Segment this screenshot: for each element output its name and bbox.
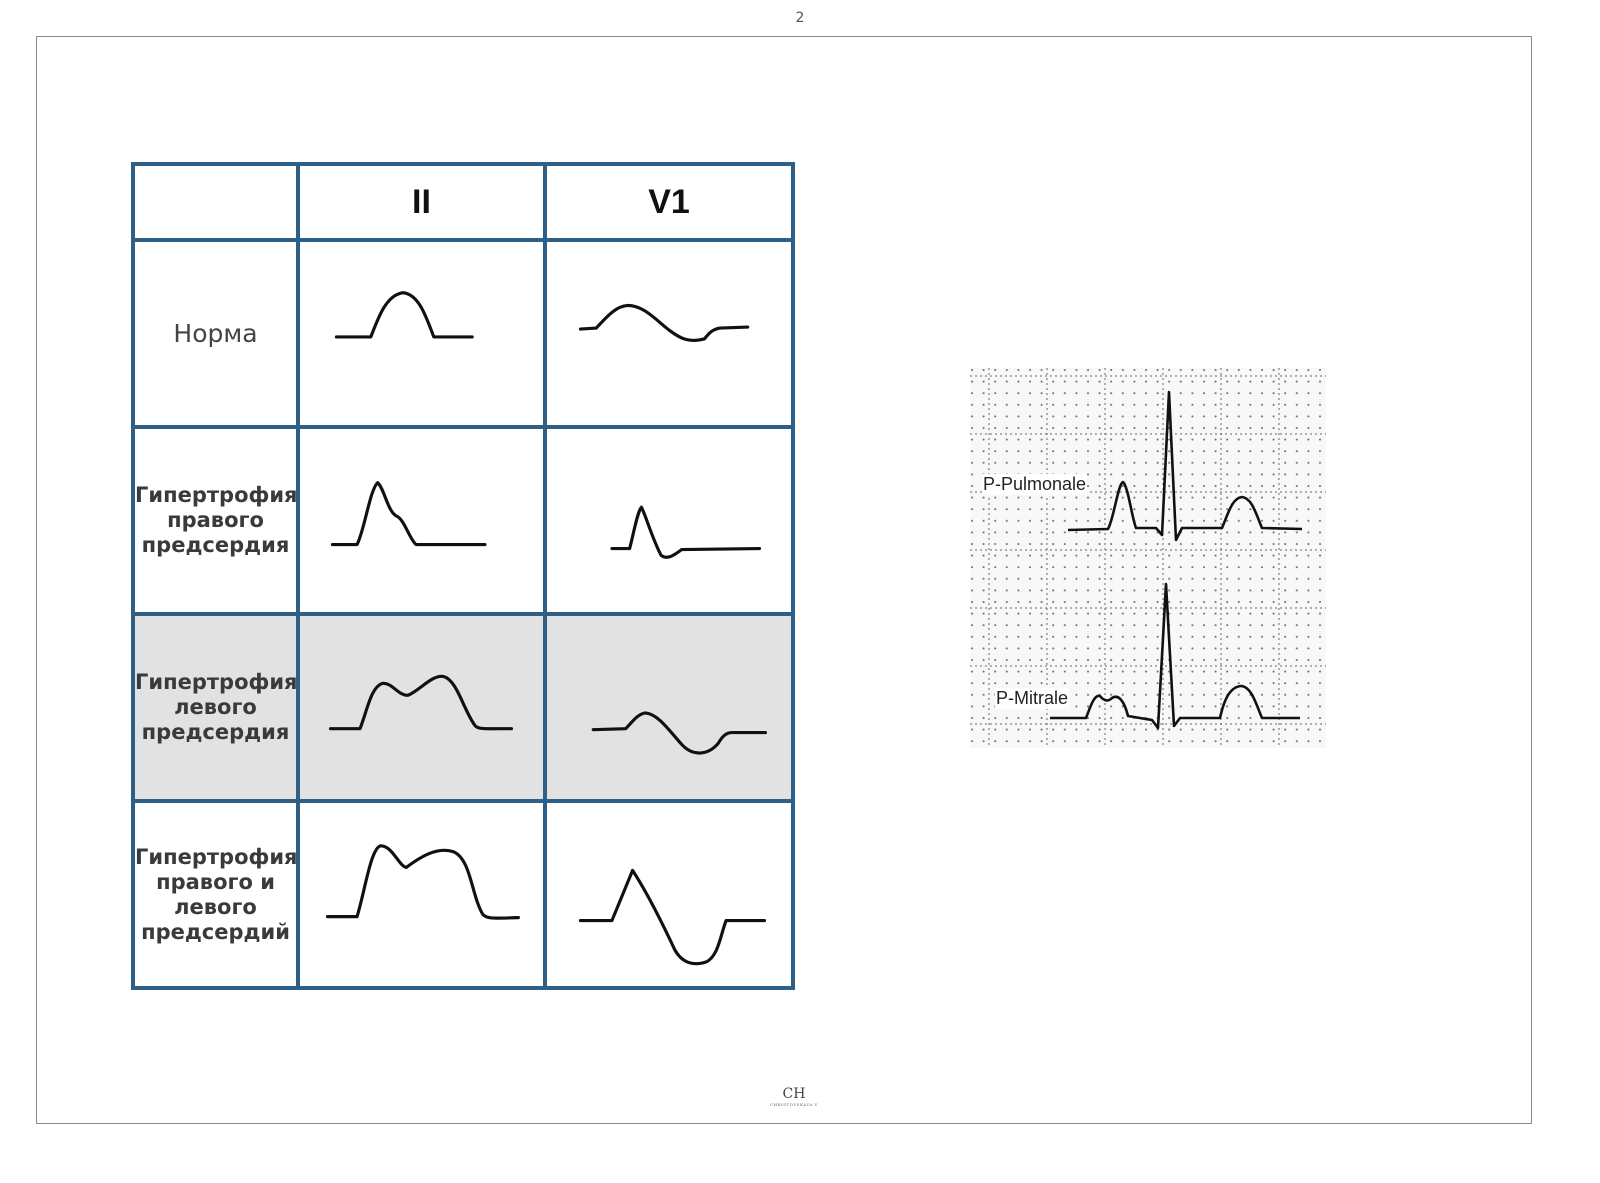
wave-cell-v1	[545, 614, 793, 801]
ecg-p-wave-peaked-ii	[300, 429, 543, 612]
row-label-cell	[133, 801, 298, 988]
row-label-line: правого и	[156, 869, 275, 894]
row-label-line: Норма	[173, 319, 258, 348]
logo-text: CHRISTOVSKAYA V	[770, 1102, 818, 1107]
table-row-right-atrial	[133, 427, 793, 614]
table-header-lead-ii: II	[298, 164, 545, 240]
row-label-line: Гипертрофия	[135, 670, 298, 694]
table-row-left-atrial	[133, 614, 793, 801]
ecg-p-wave-peaked-v1	[547, 429, 791, 612]
row-label-line: левого	[174, 894, 257, 919]
label-p-mitrale: P-Mitrale	[996, 688, 1069, 708]
row-label-line: левого	[174, 695, 257, 719]
wave-cell-ii	[298, 801, 545, 988]
wave-cell-v1	[545, 427, 793, 614]
table-header-lead-v1: V1	[545, 164, 793, 240]
row-label-line: предсердия	[141, 720, 290, 744]
wave-cell-ii	[298, 240, 545, 427]
row-label-normal	[135, 321, 296, 346]
ecg-p-wave-notched-ii	[300, 616, 543, 799]
ecg-p-wave-deep-biphasic-v1	[547, 803, 791, 986]
row-label-cell	[133, 614, 298, 801]
wave-cell-v1	[545, 801, 793, 988]
row-label-line: правого	[167, 508, 264, 532]
page-number: 2	[795, 10, 805, 26]
label-p-pulmonale: P-Pulmonale	[983, 474, 1087, 494]
ecg-p-wave-wide-notched-ii	[300, 803, 543, 986]
logo-mark: CH	[782, 1086, 806, 1102]
wave-cell-ii	[298, 614, 545, 801]
table-header-empty	[133, 164, 298, 240]
author-logo	[766, 1086, 822, 1107]
ecg-p-wave-normal-v1	[547, 242, 791, 425]
row-label-line: Гипертрофия	[135, 844, 298, 869]
ecg-p-wave-normal-ii	[300, 242, 543, 425]
table-header-row	[133, 164, 793, 240]
row-label-right-atrial	[135, 483, 296, 558]
row-label-biatrial	[135, 845, 296, 945]
row-label-line: предсердия	[141, 533, 290, 557]
row-label-cell	[133, 427, 298, 614]
table-row-normal	[133, 240, 793, 427]
wave-cell-ii	[298, 427, 545, 614]
row-label-line: предсердий	[141, 919, 290, 944]
row-label-line: Гипертрофия	[135, 483, 298, 507]
row-label-cell	[133, 240, 298, 427]
ecg-p-wave-biphasic-v1	[547, 616, 791, 799]
ecg-comparison-table	[131, 162, 795, 990]
table-row-biatrial	[133, 801, 793, 988]
row-label-left-atrial	[135, 670, 296, 745]
wave-cell-v1	[545, 240, 793, 427]
